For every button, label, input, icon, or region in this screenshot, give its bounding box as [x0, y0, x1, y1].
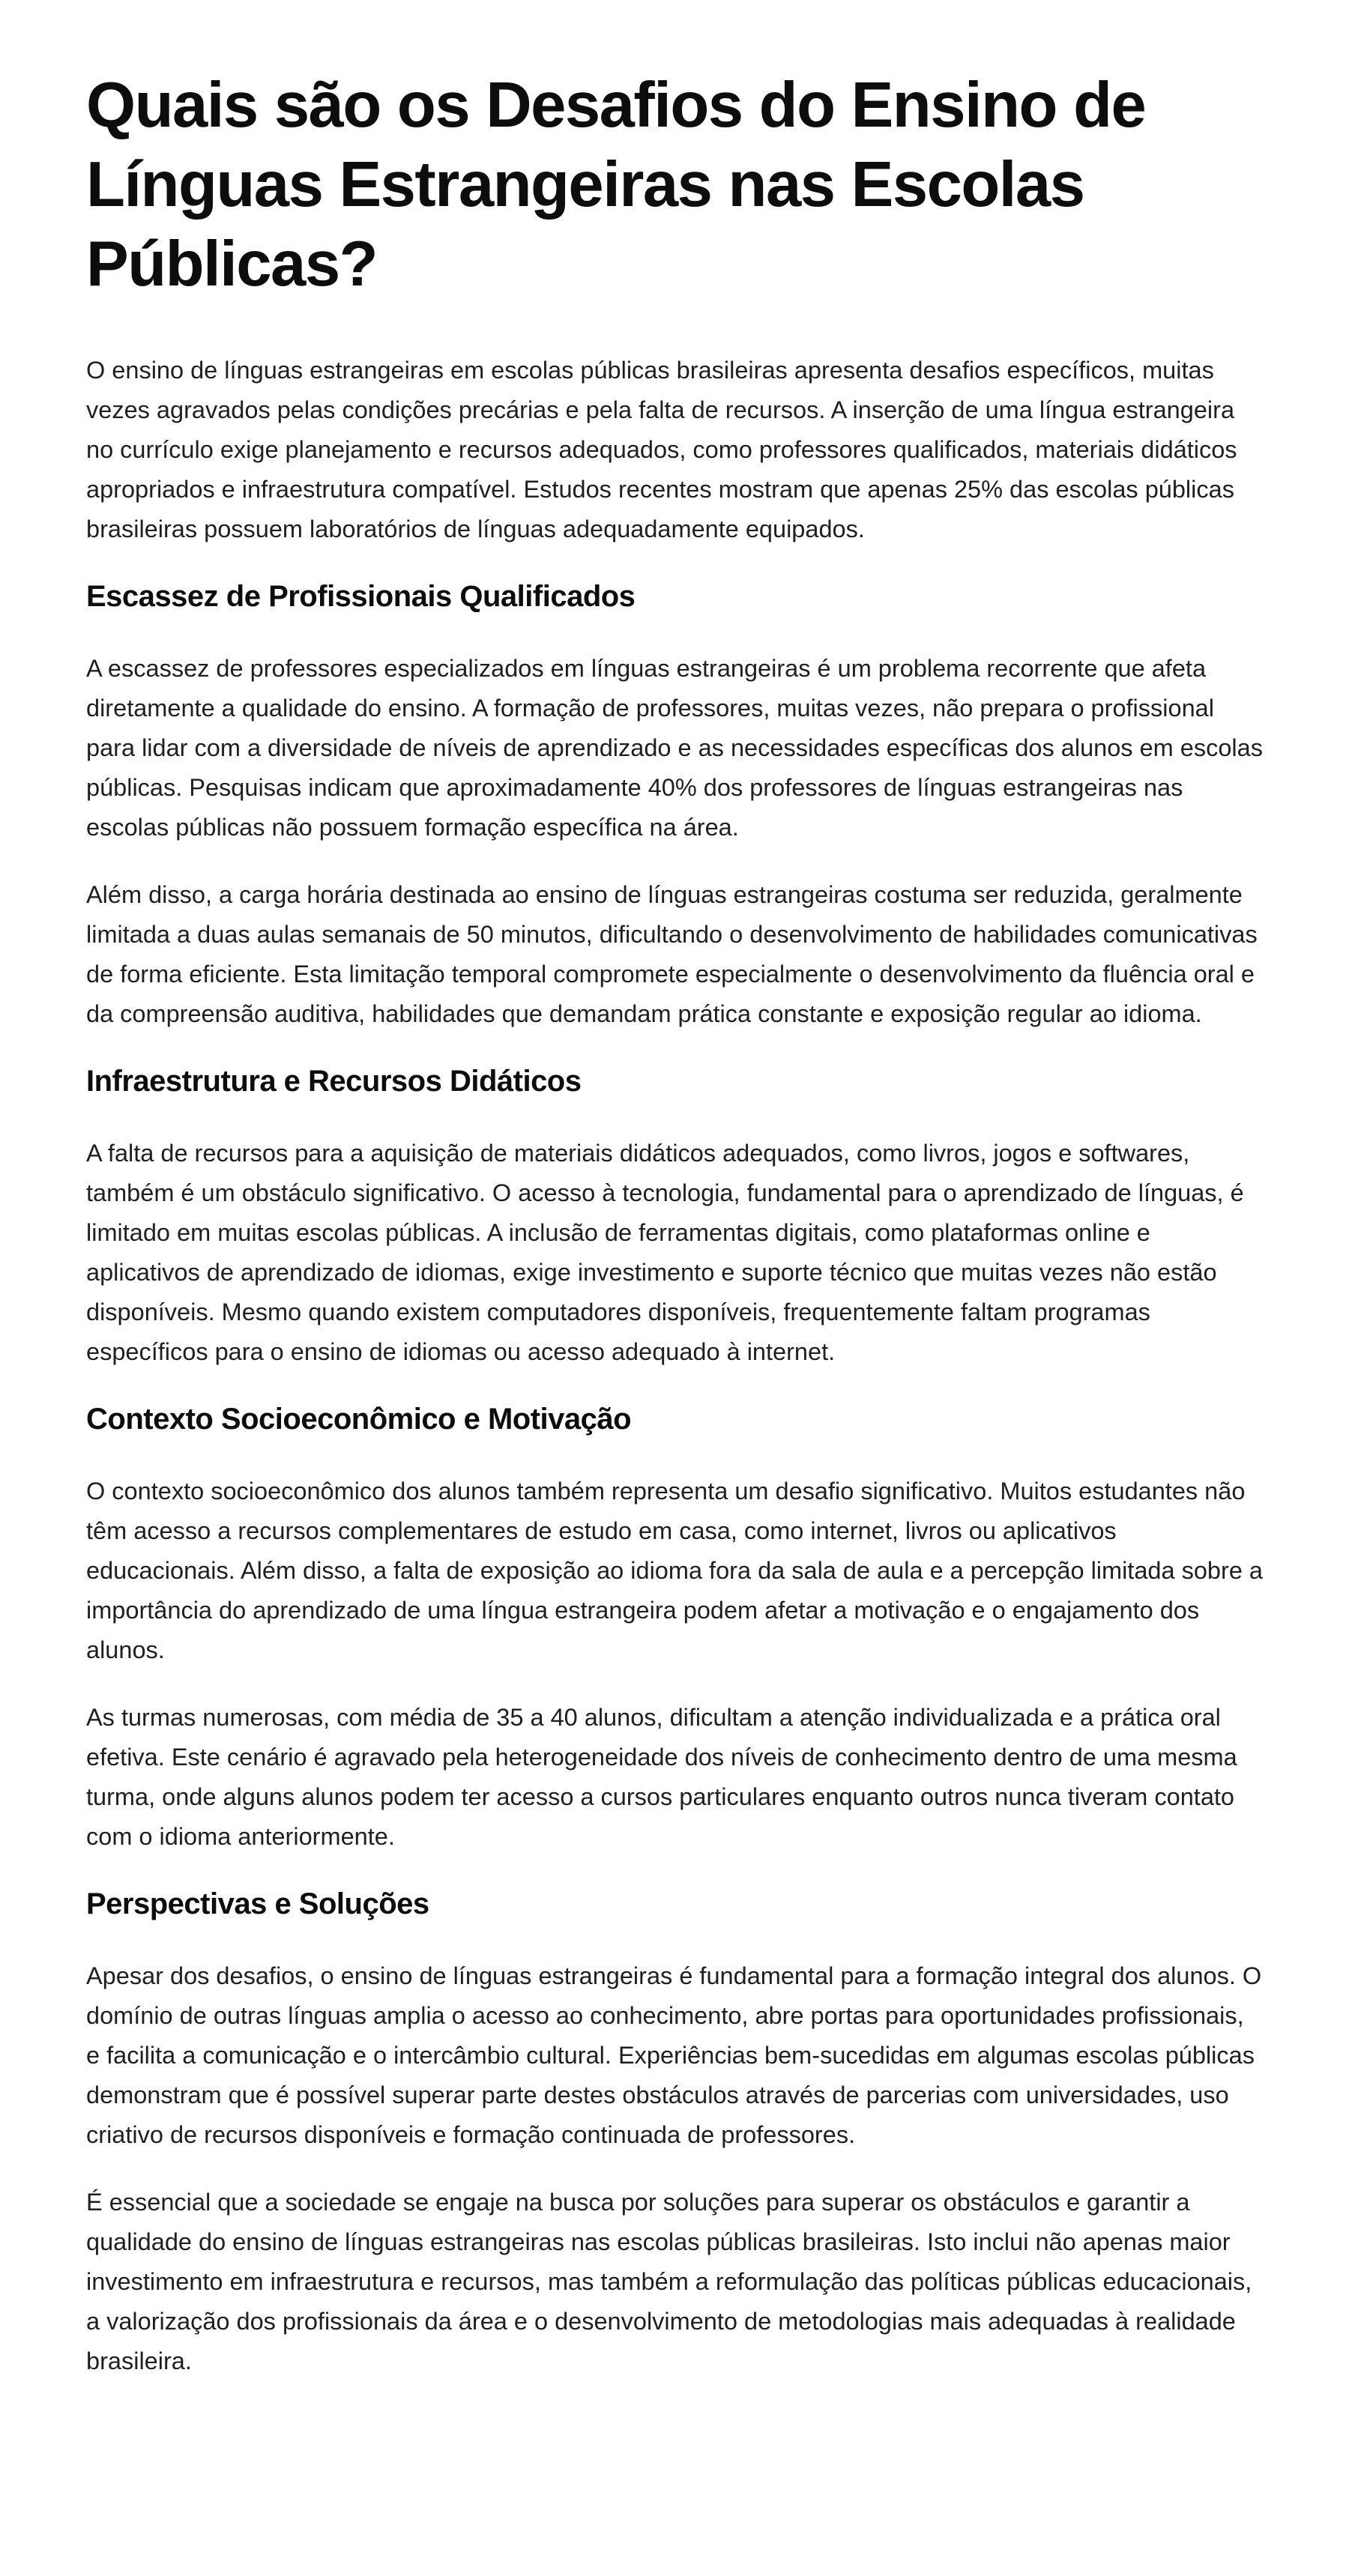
- section-infraestrutura: [86, 1062, 1263, 1372]
- section-paragraph: Além disso, a carga horária destinada ao ensino de línguas estrangeiras costuma ser reduzida, geralmente limitada a duas aulas semanais de 50 minutos, dificultando o desenvolvimento de habilidades comunicativas de forma eficiente. Esta limitação temporal compromete especialmente o desenvolvimento da fluência oral e da compreensão auditiva, habilidades que demandam prática constante e exposição regular ao idioma.: [86, 881, 1258, 1027]
- section-paragraph: A falta de recursos para a aquisição de materiais didáticos adequados, como livros, jogos e softwares, também é um obstáculo significativo. O acesso à tecnologia, fundamental para o aprendizado de línguas, é limitado em muitas escolas públicas. A inclusão de ferramentas digitais, como plataformas online e aplicativos de aprendizado de idiomas, exige investimento e suporte técnico que muitas vezes não estão disponíveis. Mesmo quando existem computadores disponíveis, frequentemente faltam programas específicos para o ensino de idiomas ou acesso adequado à internet.: [86, 1140, 1244, 1365]
- page-title: Quais são os Desafios do Ensino de Línguas Estrangeiras nas Escolas Públicas?: [86, 70, 1146, 300]
- section-contexto: [86, 1400, 1263, 1857]
- section-profissionais: [86, 577, 1263, 1034]
- section-perspectivas: [86, 1884, 1263, 2381]
- intro-paragraph: O ensino de línguas estrangeiras em escolas públicas brasileiras apresenta desafios específicos, muitas vezes agravados pelas condições precárias e pela falta de recursos. A inserção de uma língua estrangeira no currículo exige planejamento e recursos adequados, como professores qualificados, materiais didáticos apropriados e infraestrutura compatível. Estudos recentes mostram que apenas 25% das escolas públicas brasileiras possuem laboratórios de línguas adequadamente equipados.: [86, 357, 1237, 542]
- section-heading: Escassez de Profissionais Qualificados: [86, 580, 636, 613]
- section-paragraph: Apesar dos desafios, o ensino de línguas estrangeiras é fundamental para a formação integral dos alunos. O domínio de outras línguas amplia o acesso ao conhecimento, abre portas para oportunidades profissionais, e facilita a comunicação e o intercâmbio cultural. Experiências bem-sucedidas em algumas escolas públicas demonstram que é possível superar parte destes obstáculos através de parcerias com universidades, uso criativo de recursos disponíveis e formação continuada de professores.: [86, 1962, 1262, 2148]
- section-heading: Contexto Socioeconômico e Motivação: [86, 1403, 632, 1436]
- section-paragraph: A escassez de professores especializados em línguas estrangeiras é um problema recorrente que afeta diretamente a qualidade do ensino. A formação de professores, muitas vezes, não prepara o profissional para lidar com a diversidade de níveis de aprendizado e as necessidades específicas dos alunos em escolas públicas. Pesquisas indicam que aproximadamente 40% dos professores de línguas estrangeiras nas escolas públicas não possuem formação específica na área.: [86, 655, 1263, 841]
- section-heading: Infraestrutura e Recursos Didáticos: [86, 1065, 582, 1098]
- section-heading: Perspectivas e Soluções: [86, 1887, 429, 1920]
- section-paragraph: As turmas numerosas, com média de 35 a 40 alunos, dificultam a atenção individualizada e a prática oral efetiva. Este cenário é agravado pela heterogeneidade dos níveis de conhecimento dentro de uma mesma turma, onde alguns alunos podem ter acesso a cursos particulares enquanto outros nunca tiveram contato com o idioma anteriormente.: [86, 1704, 1237, 1850]
- section-paragraph: O contexto socioeconômico dos alunos também representa um desafio significativo. Muitos estudantes não têm acesso a recursos complementares de estudo em casa, como internet, livros ou aplicativos educacionais. Além disso, a falta de exposição ao idioma fora da sala de aula e a percepção limitada sobre a importância do aprendizado de uma língua estrangeira podem afetar a motivação e o engajamento dos alunos.: [86, 1478, 1263, 1663]
- section-paragraph: É essencial que a sociedade se engaje na busca por soluções para superar os obstáculos e garantir a qualidade do ensino de línguas estrangeiras nas escolas públicas brasileiras. Isto inclui não apenas maior investimento em infraestrutura e recursos, mas também a reformulação das políticas públicas educacionais, a valorização dos profissionais da área e o desenvolvimento de metodologias mais adequadas à realidade brasileira.: [86, 2189, 1252, 2374]
